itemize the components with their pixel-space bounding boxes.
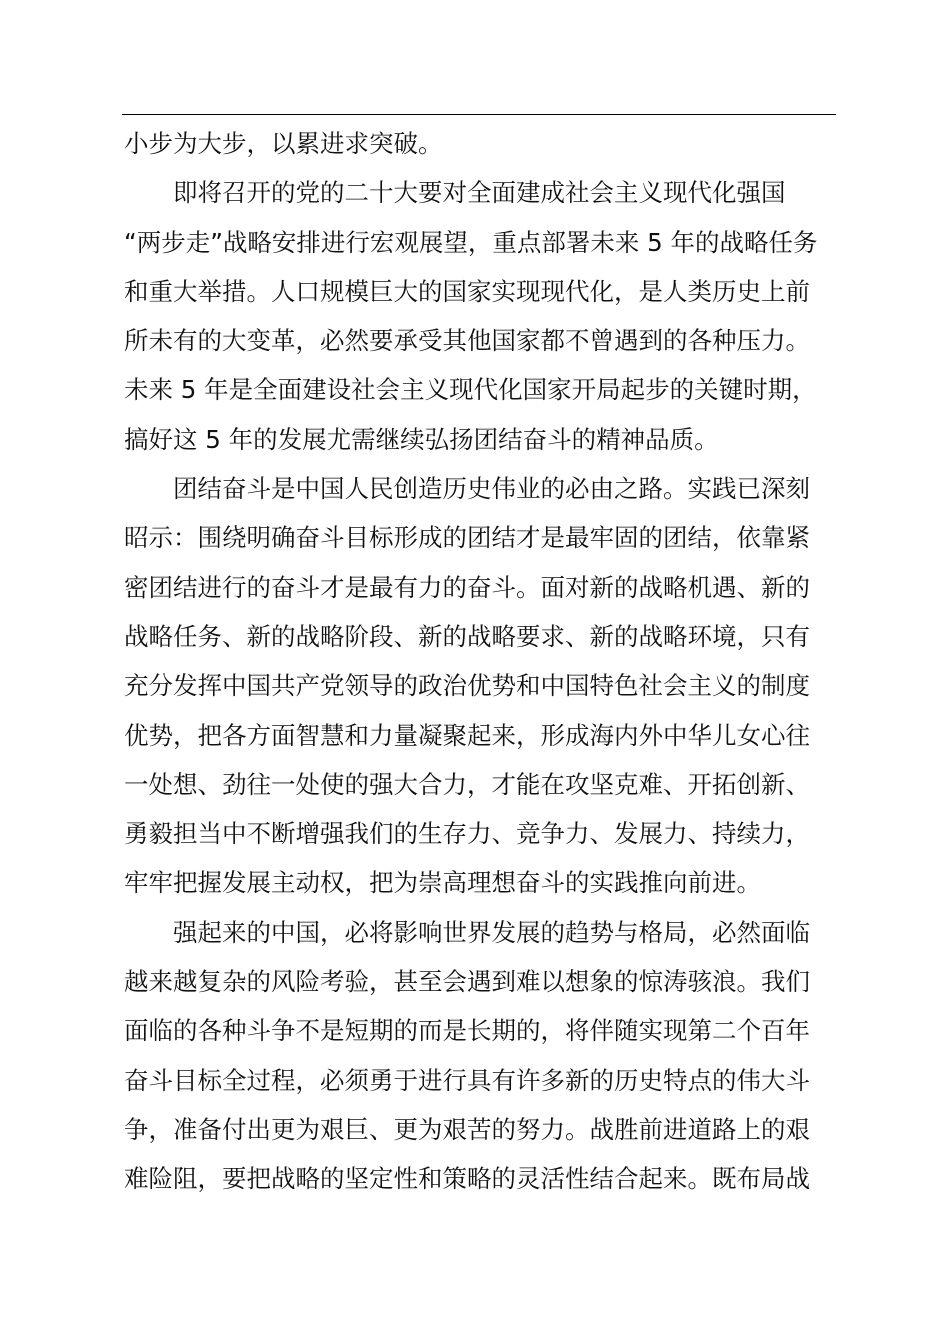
text-line: 所未有的大变革，必然要承受其他国家都不曾遇到的各种压力。 <box>124 326 810 356</box>
text-line: 小步为大步，以累进求突破。 <box>124 129 443 158</box>
text-line: 优势，把各方面智慧和力量凝聚起来，形成海内外中华儿女心往 <box>124 720 810 750</box>
text-line: 搞好这 5 年的发展尤需继续弘扬团结奋斗的精神品质。 <box>124 424 719 454</box>
text-line: 越来越复杂的风险考验，甚至会遇到难以想象的惊涛骇浪。我们 <box>124 967 810 997</box>
text-line: “两步走”战略安排进行宏观展望，重点部署未来 5 年的战略任务 <box>124 227 818 257</box>
text-line: 面临的各种斗争不是短期的而是长期的，将伴随实现第二个百年 <box>124 1016 810 1046</box>
text-line: 争，准备付出更为艰巨、更为艰苦的努力。战胜前进道路上的艰 <box>124 1114 810 1144</box>
text-line: 未来 5 年是全面建设社会主义现代化国家开局起步的关键时期， <box>124 375 817 405</box>
text-line: 强起来的中国，必将影响世界发展的趋势与格局，必然面临 <box>173 917 810 947</box>
text-line: 勇毅担当中不断增强我们的生存力、竞争力、发展力、持续力， <box>124 819 810 849</box>
text-line: 和重大举措。人口规模巨大的国家实现现代化，是人类历史上前 <box>124 276 810 306</box>
text-line: 充分发挥中国共产党领导的政治优势和中国特色社会主义的制度 <box>124 671 810 701</box>
text-line: 战略任务、新的战略阶段、新的战略要求、新的战略环境，只有 <box>124 621 810 651</box>
header-rule <box>122 114 836 115</box>
text-line: 团结奋斗是中国人民创造历史伟业的必由之路。实践已深刻 <box>173 474 810 504</box>
text-line: 一处想、劲往一处使的强大合力，才能在攻坚克难、开拓创新、 <box>124 769 810 799</box>
text-line: 牢牢把握发展主动权，把为崇高理想奋斗的实践推向前进。 <box>124 868 761 898</box>
text-line: 昭示：围绕明确奋斗目标形成的团结才是最牢固的团结，依靠紧 <box>124 523 810 553</box>
text-line: 难险阻，要把战略的坚定性和策略的灵活性结合起来。既布局战 <box>124 1164 810 1194</box>
text-line: 奋斗目标全过程，必须勇于进行具有许多新的历史特点的伟大斗 <box>124 1065 810 1095</box>
document-body <box>124 119 840 1204</box>
text-line: 即将召开的党的二十大要对全面建成社会主义现代化强国 <box>173 178 786 208</box>
text-line: 密团结进行的奋斗才是最有力的奋斗。面对新的战略机遇、新的 <box>124 572 810 602</box>
